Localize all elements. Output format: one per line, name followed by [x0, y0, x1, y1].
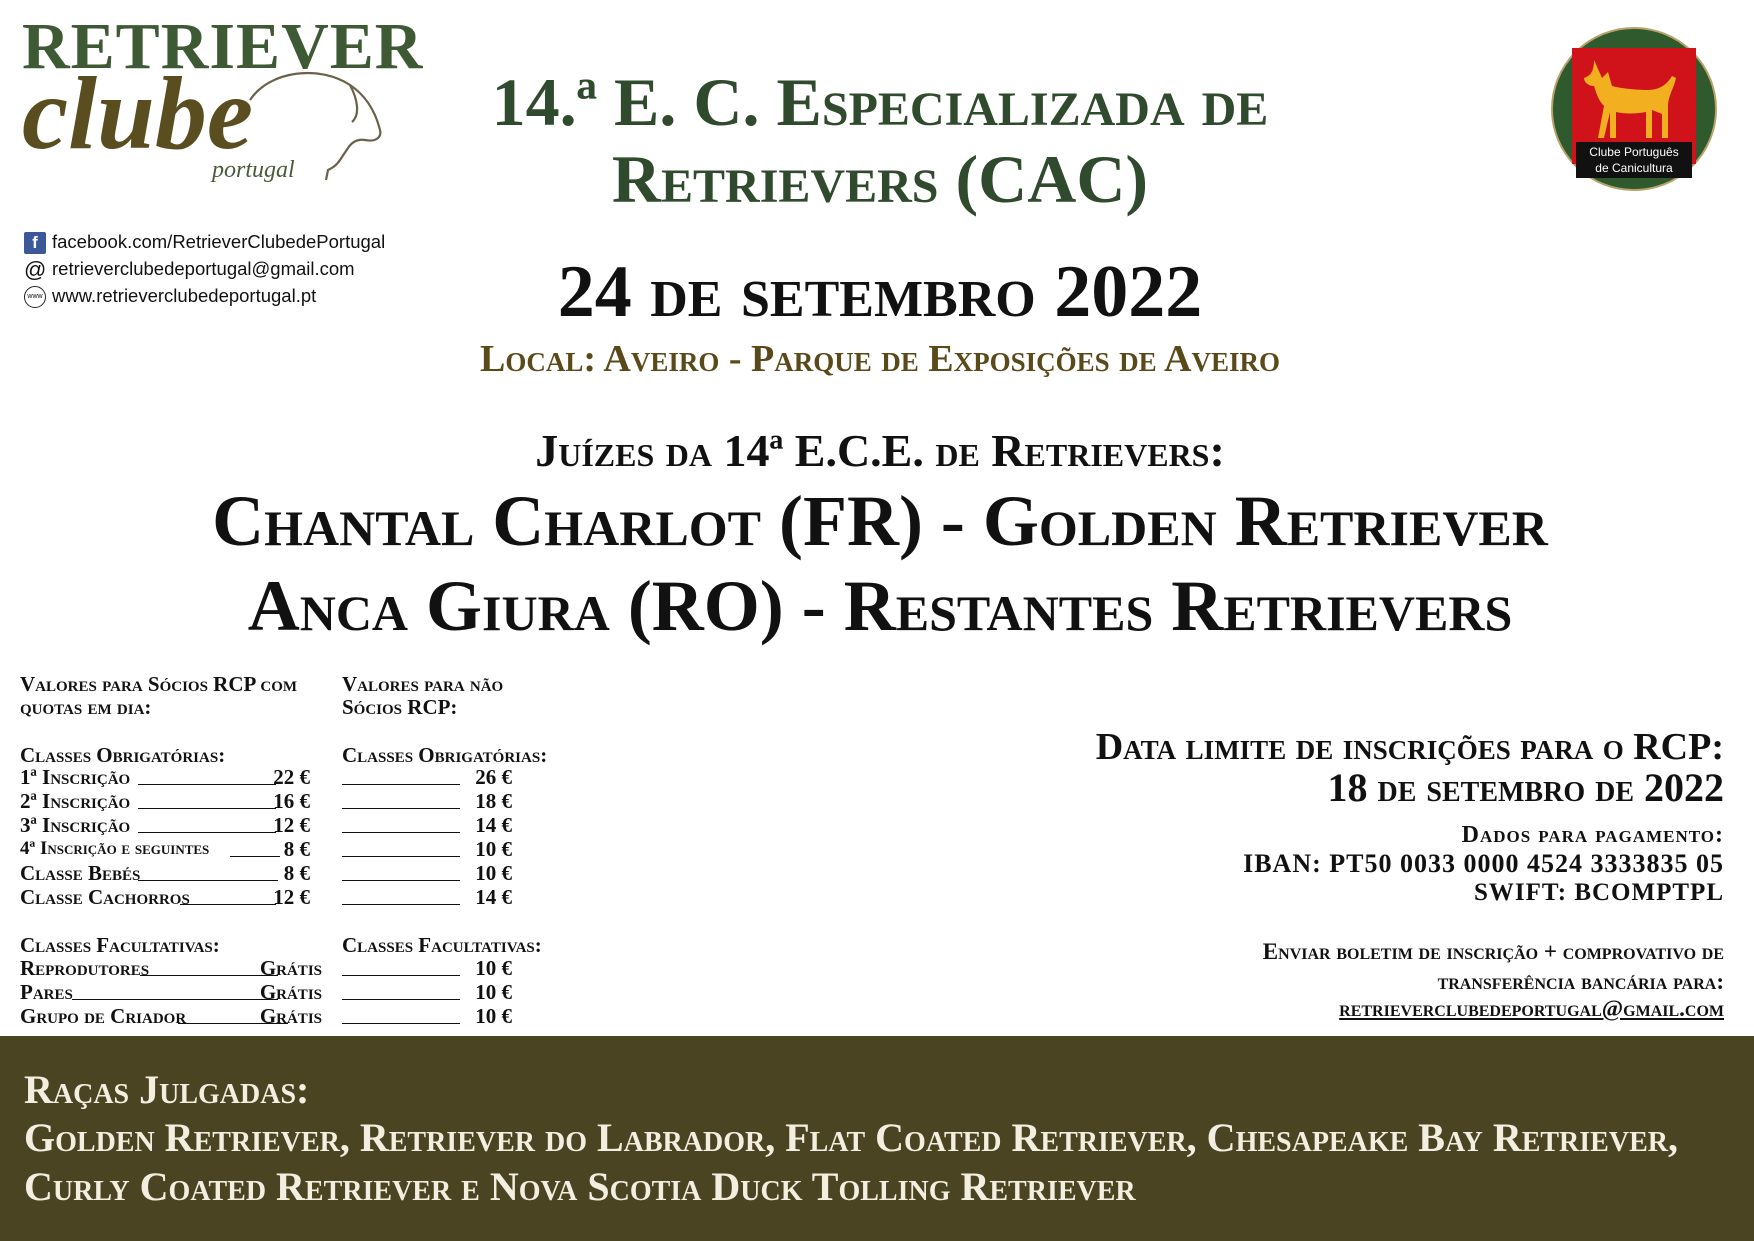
globe-icon: www [24, 286, 46, 308]
price-row: Classe Cachorros 12 € [20, 885, 310, 909]
price-row: 26 € [342, 765, 512, 789]
breeds-title: Raças Julgadas: [24, 1067, 310, 1112]
cpc-badge-logo [1550, 26, 1718, 192]
facebook-icon: f [24, 232, 46, 254]
mandatory-title-members: Classes Obrigatórias: [20, 743, 226, 767]
price-row: 18 € [342, 789, 512, 813]
nonmembers-header-1: Valores para não [342, 672, 504, 696]
price-row: 4ª Inscrição e seguintes 8 € [20, 837, 310, 861]
price-row: 10 € [342, 956, 512, 980]
email-contact[interactable] [24, 259, 355, 281]
price-row: Reprodutores Grátis [20, 956, 322, 980]
event-date: 24 de setembro 2022 [557, 251, 1203, 333]
breeds-line1: Golden Retriever, Retriever do Labrador, Flat Coated Retriever, Chesapeake Bay Retriever, [24, 1115, 1678, 1160]
send-instructions-line1: Enviar boletim de inscrição + comprovativo de [1262, 939, 1724, 964]
deadline-date: 18 de setembro de 2022 [1327, 765, 1724, 810]
price-row: 10 € [342, 980, 512, 1004]
members-header-1: Valores para Sócios RCP com [20, 672, 298, 696]
send-instructions-line2: transferência bancária para: [1437, 969, 1724, 994]
badge-line2: de Canicultura [1595, 161, 1673, 175]
price-row: 10 € [342, 861, 512, 885]
email-address[interactable]: retrieverclubedeportugal@gmail.com [52, 257, 355, 279]
optional-title-nonmembers: Classes Facultativas: [342, 933, 542, 957]
judge-2: Anca Giura (RO) - Restantes Retrievers [247, 566, 1513, 646]
optional-title-members: Classes Facultativas: [20, 933, 220, 957]
send-email-link[interactable]: retrieverclubedeportugal@gmail.com [1339, 996, 1724, 1021]
price-row: 14 € [342, 885, 512, 909]
website-url[interactable]: www.retrieverclubedeportugal.pt [52, 284, 317, 306]
price-row: 10 € [342, 1004, 512, 1028]
price-row: 3ª Inscrição 12 € [20, 813, 310, 837]
event-location: Local: Aveiro - Parque de Exposições de Aveiro [479, 338, 1280, 380]
payment-title: Dados para pagamento: [1461, 822, 1724, 848]
price-row: Grupo de Criador Grátis [20, 1004, 322, 1028]
price-row: 14 € [342, 813, 512, 837]
event-title-line1: 14.ª E. C. Especializada de [491, 64, 1269, 140]
price-row: Pares Grátis [20, 980, 322, 1004]
judge-1: Chantal Charlot (FR) - Golden Retriever [212, 481, 1548, 561]
price-row: 2ª Inscrição 16 € [20, 789, 310, 813]
logo-portugal-text: portugal [212, 157, 295, 183]
event-title-line2: Retrievers (CAC) [611, 141, 1149, 217]
logo-clube-text: clube [22, 56, 254, 171]
judges-heading: Juízes da 14ª E.C.E. de Retrievers: [535, 425, 1225, 476]
nonmembers-header-2: Sócios RCP: [342, 695, 458, 719]
mandatory-title-nonmembers: Classes Obrigatórias: [342, 743, 548, 767]
deadline-label: Data limite de inscrições para o RCP: [1095, 726, 1724, 768]
website-contact[interactable] [24, 286, 316, 308]
logo-retriever-text: RETRIEVER [22, 10, 424, 83]
price-row: 10 € [342, 837, 512, 861]
breeds-line2: Curly Coated Retriever e Nova Scotia Duck Tolling Retriever [24, 1164, 1136, 1209]
facebook-contact[interactable] [24, 232, 385, 254]
badge-line1: Clube Português [1589, 145, 1679, 159]
at-sign-icon: @ [24, 257, 47, 282]
facebook-url[interactable]: facebook.com/RetrieverClubedePortugal [52, 230, 386, 252]
iban: IBAN: PT50 0033 0000 4524 3333835 05 [1243, 849, 1724, 878]
price-row: Classe Bebés 8 € [20, 861, 310, 885]
swift: SWIFT: BCOMPTPL [1474, 879, 1724, 906]
members-header-2: quotas em dia: [20, 695, 152, 719]
price-row: 1ª Inscrição 22 € [20, 765, 310, 789]
